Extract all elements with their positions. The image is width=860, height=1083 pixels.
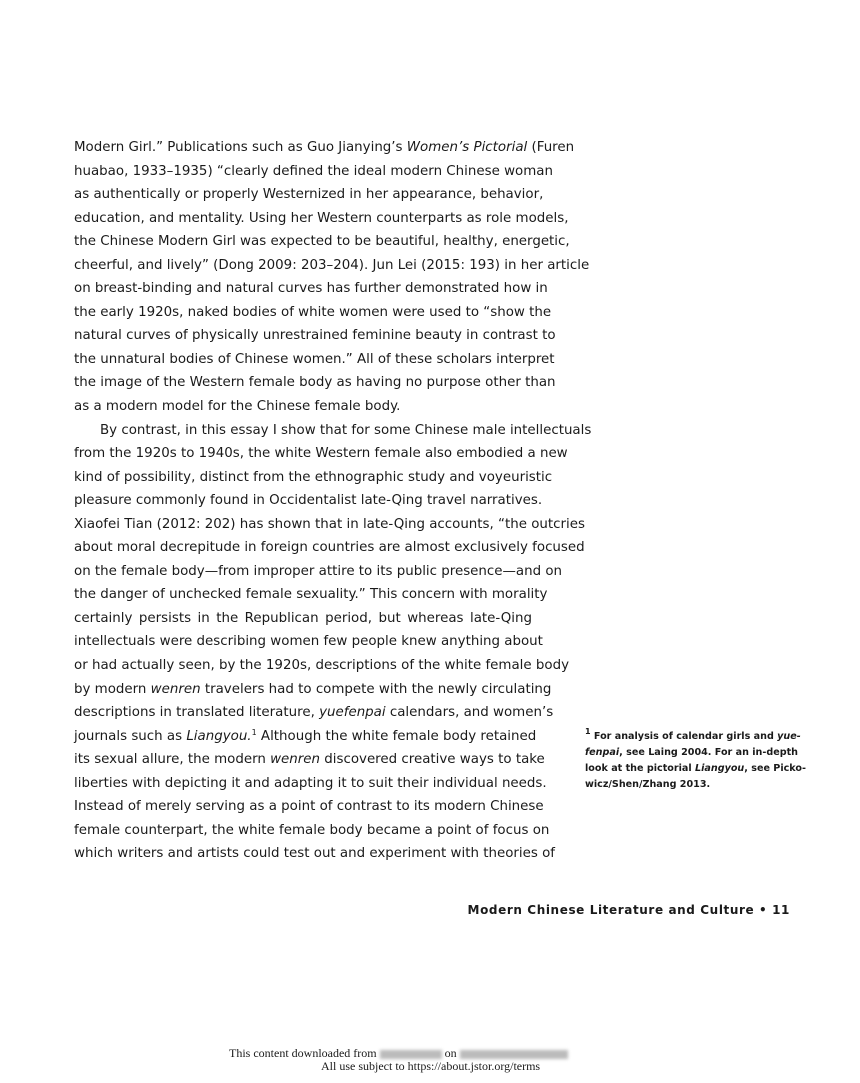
text-line: [74, 678, 552, 702]
text-segment: from the 1920s to 1940s, the white Western female also embodied a new: [74, 446, 568, 462]
text-line: [74, 348, 555, 372]
text-line: [74, 207, 569, 231]
text-segment: by modern: [74, 681, 151, 697]
redacted-date: [460, 1050, 568, 1059]
redacted-ip: [380, 1050, 442, 1059]
text-line: [74, 513, 585, 537]
text-segment: calendars, and women’s: [385, 705, 554, 721]
text-segment: , see Picko-: [744, 763, 807, 774]
text-segment: its sexual allure, the modern: [74, 752, 271, 768]
text-segment: Instead of merely serving as a point of contrast to its modern Chinese: [74, 799, 544, 815]
text-segment: By contrast, in this essay I show that for some Chinese male intellectuals: [100, 422, 592, 438]
text-segment: , see Laing 2004. For an in-depth: [619, 747, 799, 758]
text-line: [74, 466, 553, 490]
text-segment: fenpai: [585, 747, 620, 758]
text-segment: natural curves of physically unrestrained feminine beauty in contrast to: [74, 328, 556, 344]
text-segment: wenren: [270, 752, 321, 768]
text-segment: certainly persists in the Republican period, but whereas late-Qing: [74, 610, 532, 626]
text-segment: the danger of unchecked female sexuality.” This concern with morality: [74, 587, 548, 603]
text-segment: Liangyou: [695, 763, 745, 774]
text-segment: as authentically or properly Westernized in her appearance, behavior,: [74, 187, 544, 203]
text-segment: which writers and artists could test out and experiment with theories of: [74, 846, 555, 862]
text-segment: the early 1920s, naked bodies of white women were used to “show the: [74, 304, 552, 320]
text-segment: For analysis of calendar girls and: [590, 731, 778, 742]
text-line: [74, 607, 532, 631]
text-segment: intellectuals were describing women few people knew anything about: [74, 634, 543, 650]
text-segment: on breast-binding and natural curves has further demonstrated how in: [74, 281, 548, 297]
download-notice: This content downloaded from on: [229, 1047, 571, 1060]
text-line: [74, 819, 550, 843]
text-segment: Women’s Pictorial: [406, 140, 528, 155]
footnote-marker: 1: [251, 727, 257, 737]
text-line: [74, 489, 543, 513]
text-line: [74, 725, 537, 749]
text-line: [585, 777, 795, 793]
text-line: [74, 254, 590, 278]
text-line: [74, 230, 570, 254]
text-segment: on the female body—from improper attire to its public presence—and on: [74, 563, 563, 579]
footnote-marker: 1: [585, 727, 591, 736]
text-segment: Although the white female body retained: [256, 728, 537, 744]
text-line: [74, 183, 544, 207]
body-text: [74, 136, 592, 866]
text-line: [74, 136, 575, 160]
text-line: [74, 536, 585, 560]
text-line: [74, 395, 532, 419]
text-segment: (Furen: [527, 140, 575, 155]
text-line: [74, 324, 556, 348]
text-segment: wicz/Shen/Zhang 2013.: [585, 779, 711, 790]
running-footer: Modern Chinese Literature and Culture • 11: [467, 903, 790, 917]
text-line: [74, 772, 547, 796]
text-segment: female counterpart, the white female body became a point of focus on: [74, 822, 550, 838]
text-segment: discovered creative ways to take: [320, 752, 545, 768]
text-line: [74, 748, 545, 772]
terms-notice: All use subject to https://about.jstor.org/terms: [321, 1059, 541, 1073]
text-segment: Modern Girl.” Publications such as Guo Jianying’s: [74, 140, 407, 155]
text-segment: the image of the Western female body as having no purpose other than: [74, 375, 556, 391]
text-segment: Xiaofei Tian (2012: 202) has shown that in late-Qing accounts, “the outcries: [74, 516, 585, 532]
text-line: [74, 701, 554, 725]
text-segment: or had actually seen, by the 1920s, descriptions of the white female body: [74, 658, 569, 674]
text-line: [74, 277, 548, 301]
text-segment: the Chinese Modern Girl was expected to be beautiful, healthy, energetic,: [74, 234, 570, 250]
text-segment: descriptions in translated literature,: [74, 705, 320, 721]
text-line: [74, 419, 592, 443]
text-segment: about moral decrepitude in foreign countries are almost exclusively focused: [74, 540, 585, 556]
text-segment: yuefenpai: [319, 705, 386, 721]
text-line: [74, 442, 568, 466]
text-segment: as a modern model for the Chinese female body.: [74, 399, 401, 415]
text-segment: yue-: [777, 731, 801, 742]
text-line: [585, 727, 801, 745]
text-line: [74, 795, 544, 819]
text-segment: wenren: [150, 681, 201, 697]
footnote: [585, 727, 807, 793]
text-line: [74, 301, 552, 325]
text-segment: cheerful, and lively” (Dong 2009: 203–204). Jun Lei (2015: 193) in her article: [74, 257, 590, 273]
text-segment: look at the pictorial: [585, 763, 695, 774]
text-segment: huabao, 1933–1935) “clearly defined the ideal modern Chinese woman: [74, 163, 553, 179]
text-segment: travelers had to compete with the newly circulating: [200, 681, 552, 697]
text-line: [74, 630, 543, 654]
text-segment: liberties with depicting it and adapting it to suit their individual needs.: [74, 775, 547, 791]
text-segment: education, and mentality. Using her Western counterparts as role models,: [74, 210, 569, 226]
text-line: [74, 560, 563, 584]
text-line: [74, 654, 569, 678]
text-line: [74, 160, 553, 184]
text-segment: Liangyou.: [186, 728, 252, 744]
text-segment: journals such as: [74, 728, 187, 744]
text-line: [585, 761, 807, 777]
text-line: [585, 745, 799, 761]
text-segment: kind of possibility, distinct from the ethnographic study and voyeuristic: [74, 469, 553, 485]
text-line: [74, 371, 556, 395]
text-segment: the unnatural bodies of Chinese women.” All of these scholars interpret: [74, 351, 555, 367]
text-line: [74, 842, 555, 866]
text-segment: pleasure commonly found in Occidentalist late-Qing travel narratives.: [74, 493, 543, 509]
text-line: [74, 583, 548, 607]
